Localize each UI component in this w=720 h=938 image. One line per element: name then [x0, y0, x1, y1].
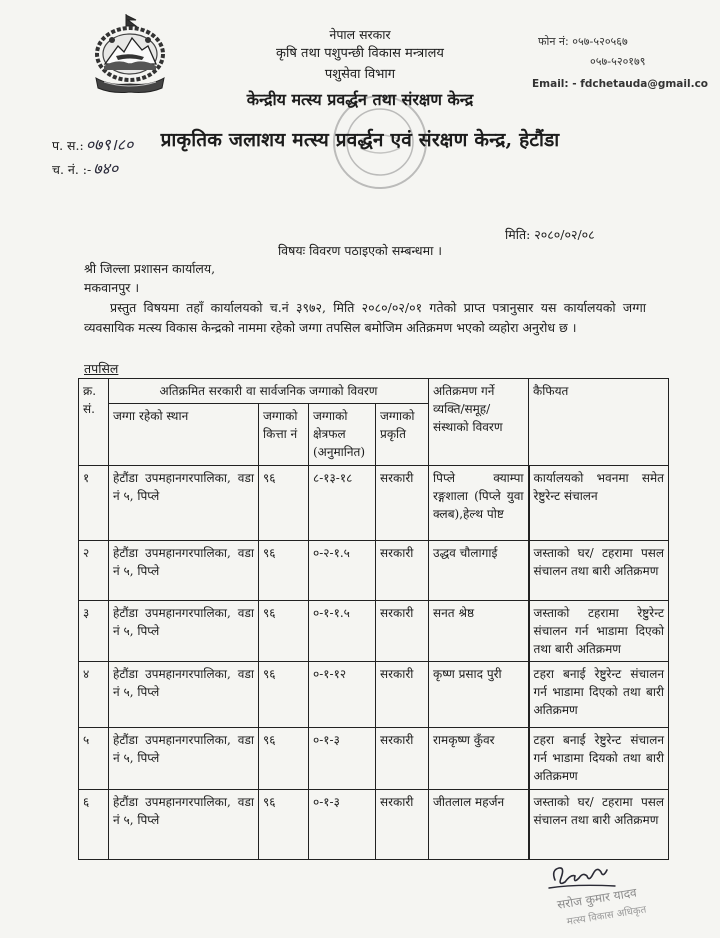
header-location: जग्गा रहेको स्थान — [109, 404, 259, 466]
header-plot-no: जग्गाको कित्ता नं — [259, 404, 309, 466]
header-group: अतिक्रमित सरकारी वा सार्वजनिक जग्गाको विवरण — [109, 379, 429, 404]
cell-plot-no: ९६ — [259, 541, 309, 601]
header-remarks: कैफियत — [529, 379, 669, 466]
chalani-number-value: ७४० — [93, 159, 119, 178]
table-row — [79, 728, 669, 790]
cell-sn: ५ — [79, 728, 109, 790]
cell-plot-no: ९६ — [259, 466, 309, 541]
patra-sankhya — [52, 135, 133, 156]
patra-sankhya-label: प. स.: — [52, 138, 84, 153]
cell-nature: सरकारी — [376, 790, 429, 860]
cell-location: हेटौंडा उपमहानगरपालिका, वडा नं ५, पिप्ले — [109, 728, 259, 790]
table-row — [79, 541, 669, 601]
header-sn: क्र. सं. — [79, 379, 109, 466]
cell-location: हेटौंडा उपमहानगरपालिका, वडा नं ५, पिप्ले — [109, 790, 259, 860]
table-row — [79, 601, 669, 662]
cell-location: हेटौंडा उपमहानगरपालिका, वडा नं ५, पिप्ले — [109, 466, 259, 541]
cell-encroacher: पिप्ले क्याम्पा रङ्गशाला (पिप्ले युवा क्लब),हेल्थ पोष्ट — [429, 466, 529, 541]
addressee-line-1: श्री जिल्ला प्रशासन कार्यालय, — [84, 261, 216, 276]
cell-area: ०-१-३ — [309, 728, 376, 790]
cell-plot-no: ९६ — [259, 728, 309, 790]
signatory-title: मत्स्य विकास अधिकृत — [566, 904, 648, 928]
tapsil-heading: तपसिल — [84, 361, 119, 376]
cell-nature: सरकारी — [376, 541, 429, 601]
cell-area: ०-२-१.५ — [309, 541, 376, 601]
letter-date: मिति: २०८०/०२/०८ — [505, 227, 595, 242]
cell-area: ०-१-१.५ — [309, 601, 376, 662]
header-encroacher: अतिक्रमण गर्ने व्यक्ति/समूह/संस्थाको विवरण — [429, 379, 529, 466]
cell-nature: सरकारी — [376, 728, 429, 790]
cell-location: हेटौंडा उपमहानगरपालिका, वडा नं ५, पिप्ले — [109, 541, 259, 601]
cell-area: ०-१-१२ — [309, 662, 376, 728]
department-name: पशुसेवा विभाग — [324, 67, 396, 82]
cell-nature: सरकारी — [376, 601, 429, 662]
letter-subject: विषयः विवरण पठाइएको सम्बन्धमा । — [277, 243, 443, 258]
table-row — [79, 790, 669, 860]
cell-sn: ३ — [79, 601, 109, 662]
cell-plot-no: ९६ — [259, 662, 309, 728]
header-nature: जग्गाको प्रकृति — [376, 404, 429, 466]
patra-sankhya-value: ०७९।८० — [85, 135, 134, 154]
letter-body: प्रस्तुत विषयमा तहाँ कार्यालयको च.नं ३९७२, मिति २०८०/०२/०१ गतेको प्राप्त पत्रानुसार यस कार्यालयको जग्गा व्यवसायिक मत्स्य विकास केन्द्रको नाममा रहेको जग्गा तपसिल बमोजिम अतिक्रमण भएको व्यहोरा अनुरोध छ । — [84, 300, 646, 335]
cell-nature: सरकारी — [376, 662, 429, 728]
signatory-name: सरोज कुमार यादव — [556, 885, 638, 912]
cell-encroacher: रामकृष्ण कुँवर — [429, 728, 529, 790]
encroachment-table — [78, 378, 669, 860]
cell-encroacher: सनत श्रेष्ठ — [429, 601, 529, 662]
cell-encroacher: जीतलाल महर्जन — [429, 790, 529, 860]
cell-remarks: जस्ताको घर/ टहरामा पसल संचालन तथा बारी अतिक्रमण — [529, 790, 669, 860]
table-body — [79, 466, 669, 860]
cell-encroacher: उद्धव चौलागाई — [429, 541, 529, 601]
table-row — [79, 466, 669, 541]
phone-label: फोन नं: — [538, 35, 569, 48]
cell-plot-no: ९६ — [259, 790, 309, 860]
email-address: Email: - fdchetauda@gmail.co — [532, 78, 709, 90]
chalani-number — [52, 159, 118, 180]
cell-remarks: जस्ताको टहरामा रेष्टुरेन्ट संचालन गर्न भाडामा दिएको तथा बारी अतिक्रमण — [529, 601, 669, 662]
ministry-name: कृषि तथा पशुपन्छी विकास मन्त्रालय — [276, 46, 444, 61]
cell-remarks: जस्ताको घर/ टहरामा पसल संचालन तथा बारी अतिक्रमण — [529, 541, 669, 601]
cell-area: ०-१-३ — [309, 790, 376, 860]
phone-line-1 — [538, 34, 628, 50]
table-row — [79, 662, 669, 728]
phone-number-2: ०५७-५२०१७९ — [590, 55, 646, 68]
cell-location: हेटौंडा उपमहानगरपालिका, वडा नं ५, पिप्ले — [109, 662, 259, 728]
cell-plot-no: ९६ — [259, 601, 309, 662]
cell-location: हेटौंडा उपमहानगरपालिका, वडा नं ५, पिप्ले — [109, 601, 259, 662]
cell-sn: २ — [79, 541, 109, 601]
header-area: जग्गाको क्षेत्रफल (अनुमानित) — [309, 404, 376, 466]
cell-sn: ६ — [79, 790, 109, 860]
cell-remarks: टहरा बनाई रेष्टुरेन्ट संचालन गर्न भाडामा दिएको तथा बारी अतिक्रमण — [529, 662, 669, 728]
government-name: नेपाल सरकार — [329, 27, 391, 42]
cell-remarks: कार्यालयको भवनमा समेत रेष्टुरेन्ट संचालन — [529, 466, 669, 541]
phone-number-1: ०५७-५२०५६७ — [572, 35, 628, 48]
cell-remarks: टहरा बनाई रेष्टुरेन्ट संचालन गर्न भाडामा दियको तथा बारी अतिक्रमण — [529, 728, 669, 790]
chalani-number-label: च. नं. :- — [52, 162, 92, 177]
cell-sn: १ — [79, 466, 109, 541]
table-header-row-1 — [79, 379, 669, 404]
addressee-line-2: मकवानपुर । — [84, 280, 140, 295]
office-name: प्राकृतिक जलाशय मत्स्य प्रवर्द्धन एवं संरक्षण केन्द्र, हेटौंडा — [160, 129, 560, 151]
cell-sn: ४ — [79, 662, 109, 728]
central-office-name: केन्द्रीय मत्स्य प्रवर्द्धन तथा संरक्षण केन्द्र — [246, 90, 474, 109]
cell-area: ८-१३-१८ — [309, 466, 376, 541]
cell-encroacher: कृष्ण प्रसाद पुरी — [429, 662, 529, 728]
cell-nature: सरकारी — [376, 466, 429, 541]
